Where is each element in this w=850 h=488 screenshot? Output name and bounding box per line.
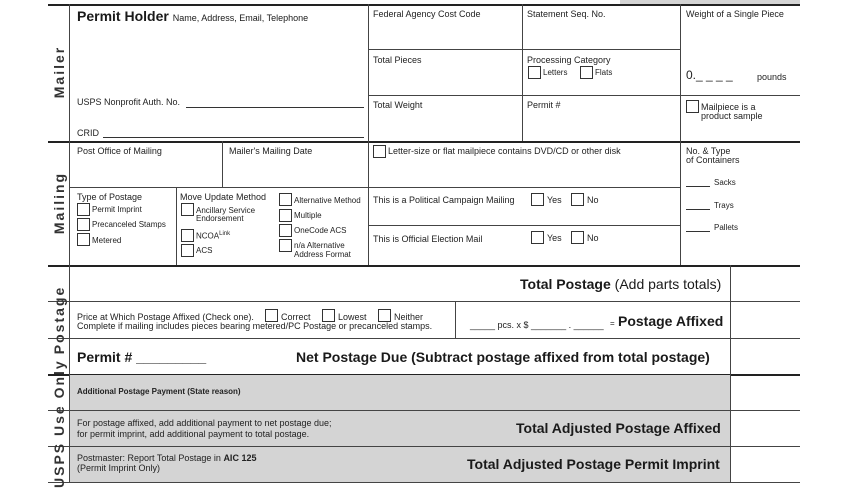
top-rule xyxy=(48,4,800,6)
mailing-row-2 xyxy=(368,225,680,226)
trays-label: Trays xyxy=(714,201,734,210)
precanceled-label: Precanceled Stamps xyxy=(92,220,166,229)
political-yes-checkbox[interactable] xyxy=(531,193,544,206)
permit-line[interactable]: Permit # _________ xyxy=(77,349,207,365)
pallets-label: Pallets xyxy=(714,223,739,232)
letters-label: Letters xyxy=(543,68,568,77)
containers-title-2: of Containers xyxy=(686,155,740,165)
section-mailing-label: Mailing xyxy=(51,171,67,235)
for-imprint-note: for permit imprint, add additional payment to total postage. xyxy=(77,429,310,439)
mailpiece-sample-label-2: product sample xyxy=(701,111,763,121)
equals-sign: = xyxy=(610,319,615,328)
aic-code: AIC 125 xyxy=(223,453,257,463)
crid-field[interactable] xyxy=(103,137,364,138)
letters-checkbox[interactable] xyxy=(528,66,541,79)
type-of-postage-label: Type of Postage xyxy=(77,192,143,202)
postage-affixed-title: Postage Affixed xyxy=(618,313,724,329)
election-no-label: No xyxy=(587,233,599,243)
statement-seq-label: Statement Seq. No. xyxy=(527,9,606,19)
total-adj-affixed: Total Adjusted Postage Affixed xyxy=(516,420,721,436)
total-adj-imprint: Total Adjusted Postage Permit Imprint xyxy=(467,456,720,472)
political-no-label: No xyxy=(587,195,599,205)
move-update-label: Move Update Method xyxy=(180,192,267,202)
crid-label: CRID xyxy=(77,128,99,138)
dvd-checkbox[interactable] xyxy=(373,145,386,158)
sacks-field[interactable] xyxy=(686,186,710,187)
price-affixed-label: Price at Which Postage Affixed (Check one). xyxy=(77,312,254,322)
permit-only-note: (Permit Imprint Only) xyxy=(77,463,161,473)
sacks-label: Sacks xyxy=(714,178,736,187)
mailer-row-3 xyxy=(680,95,800,96)
mailer-col-3 xyxy=(522,4,523,141)
acs-label: ACS xyxy=(196,246,213,255)
ncoa-label: $NCOA^{Link}$ xyxy=(196,231,231,241)
additional-payment-label: Additional Postage Payment (State reason) xyxy=(77,387,241,396)
mailing-row-1 xyxy=(69,187,680,188)
metered-label: Metered xyxy=(92,236,122,245)
flats-label: Flats xyxy=(595,68,613,77)
election-yes-checkbox[interactable] xyxy=(531,231,544,244)
pcs-calc[interactable]: _____ pcs. x $ _______ . ______ xyxy=(470,320,604,330)
mailer-bottom-rule xyxy=(48,141,800,143)
mailpiece-sample-checkbox[interactable] xyxy=(686,100,699,113)
ancillary-label: Ancillary Service xyxy=(196,206,256,215)
mailer-row-1 xyxy=(368,49,680,50)
onecode-label: OneCode ACS xyxy=(294,226,347,235)
neither-label: Neither xyxy=(394,312,424,322)
alt-method-label: Alternative Method xyxy=(294,196,361,205)
postmaster-note: Postmaster: Report Total Postage in AIC 125 xyxy=(77,453,257,463)
multiple-checkbox[interactable] xyxy=(279,209,292,222)
multiple-label: Multiple xyxy=(294,211,322,220)
mailpiece-sample-label: Mailpiece is a xyxy=(701,102,756,112)
nonprofit-label: USPS Nonprofit Auth. No. xyxy=(77,97,181,107)
post-office-label: Post Office of Mailing xyxy=(77,146,162,156)
net-postage-due: Net Postage Due (Subtract postage affixed from total postage) xyxy=(296,349,710,365)
section-usps-label: USPS Use Only xyxy=(51,359,67,488)
mailing-bottom-rule xyxy=(48,265,800,267)
mailing-col-type xyxy=(176,187,177,265)
correct-label: Correct xyxy=(281,312,311,322)
election-yes-label: Yes xyxy=(547,233,562,243)
for-affixed-note: For postage affixed, add additional payment to net postage due; xyxy=(77,418,332,428)
containers-title: No. & Type xyxy=(686,146,731,156)
permit-no-label: Permit # xyxy=(527,100,561,110)
election-no-checkbox[interactable] xyxy=(571,231,584,244)
flats-checkbox[interactable] xyxy=(580,66,593,79)
processing-category-label: Processing Category xyxy=(527,55,611,65)
dvd-label: Letter-size or flat mailpiece contains DVD/CD or other disk xyxy=(388,146,621,156)
weight-value[interactable]: 0._ _ _ _ xyxy=(686,68,733,82)
na-alt-checkbox[interactable] xyxy=(279,239,292,252)
ncoa-checkbox[interactable] xyxy=(181,229,194,242)
permit-imprint-checkbox[interactable] xyxy=(77,203,90,216)
mailer-row-2 xyxy=(368,95,680,96)
mailing-col-date xyxy=(368,141,369,265)
metered-checkbox[interactable] xyxy=(77,233,90,246)
postage-col-mid xyxy=(455,301,456,338)
alt-method-checkbox[interactable] xyxy=(279,193,292,206)
pallets-field[interactable] xyxy=(686,231,710,232)
usps-rule-3 xyxy=(48,482,800,483)
total-postage-title: Total Postage (Add parts totals) xyxy=(520,276,722,292)
mailer-col-2 xyxy=(368,4,369,141)
total-weight-label: Total Weight xyxy=(373,100,423,110)
permit-holder-subtitle: Name, Address, Email, Telephone xyxy=(172,13,309,23)
complete-note: Complete if mailing includes pieces bearing metered/PC Postage or precanceled stamps. xyxy=(77,321,433,331)
ancillary-label-2: Endorsement xyxy=(196,214,244,223)
precanceled-checkbox[interactable] xyxy=(77,218,90,231)
mailer-col-1 xyxy=(69,4,70,482)
ncoa-sup: Link xyxy=(219,231,231,237)
total-postage-sub: (Add parts totals) xyxy=(614,276,722,292)
trays-field[interactable] xyxy=(686,209,710,210)
na-alt-label: n/a Alternative xyxy=(294,241,345,250)
mailer-col-4 xyxy=(680,4,681,141)
political-yes-label: Yes xyxy=(547,195,562,205)
weight-single-label: Weight of a Single Piece xyxy=(686,9,784,19)
permit-imprint-label: Permit Imprint xyxy=(92,205,142,214)
ancillary-checkbox[interactable] xyxy=(181,203,194,216)
acs-checkbox[interactable] xyxy=(181,244,194,257)
total-pieces-label: Total Pieces xyxy=(373,55,422,65)
political-no-checkbox[interactable] xyxy=(571,193,584,206)
mailing-col-po xyxy=(222,141,223,187)
postage-rule-1 xyxy=(48,301,800,302)
na-alt-label-2: Address Format xyxy=(294,250,351,259)
nonprofit-field[interactable] xyxy=(186,107,364,108)
permit-holder-title: Permit Holder Name, Address, Email, Telephone xyxy=(77,8,309,24)
mailing-col-cont xyxy=(680,141,681,265)
postage-rule-2 xyxy=(48,338,800,339)
pounds-label: pounds xyxy=(757,72,787,82)
section-mailer-label: Mailer xyxy=(51,45,67,99)
lowest-label: Lowest xyxy=(338,312,367,322)
political-label: This is a Political Campaign Mailing xyxy=(373,195,515,205)
agency-cost-code-label: Federal Agency Cost Code xyxy=(373,9,481,19)
onecode-checkbox[interactable] xyxy=(279,224,292,237)
mailing-date-label: Mailer's Mailing Date xyxy=(229,146,313,156)
section-postage-label: Postage xyxy=(51,285,67,355)
postage-col-right xyxy=(730,265,731,482)
election-label: This is Official Election Mail xyxy=(373,234,483,244)
